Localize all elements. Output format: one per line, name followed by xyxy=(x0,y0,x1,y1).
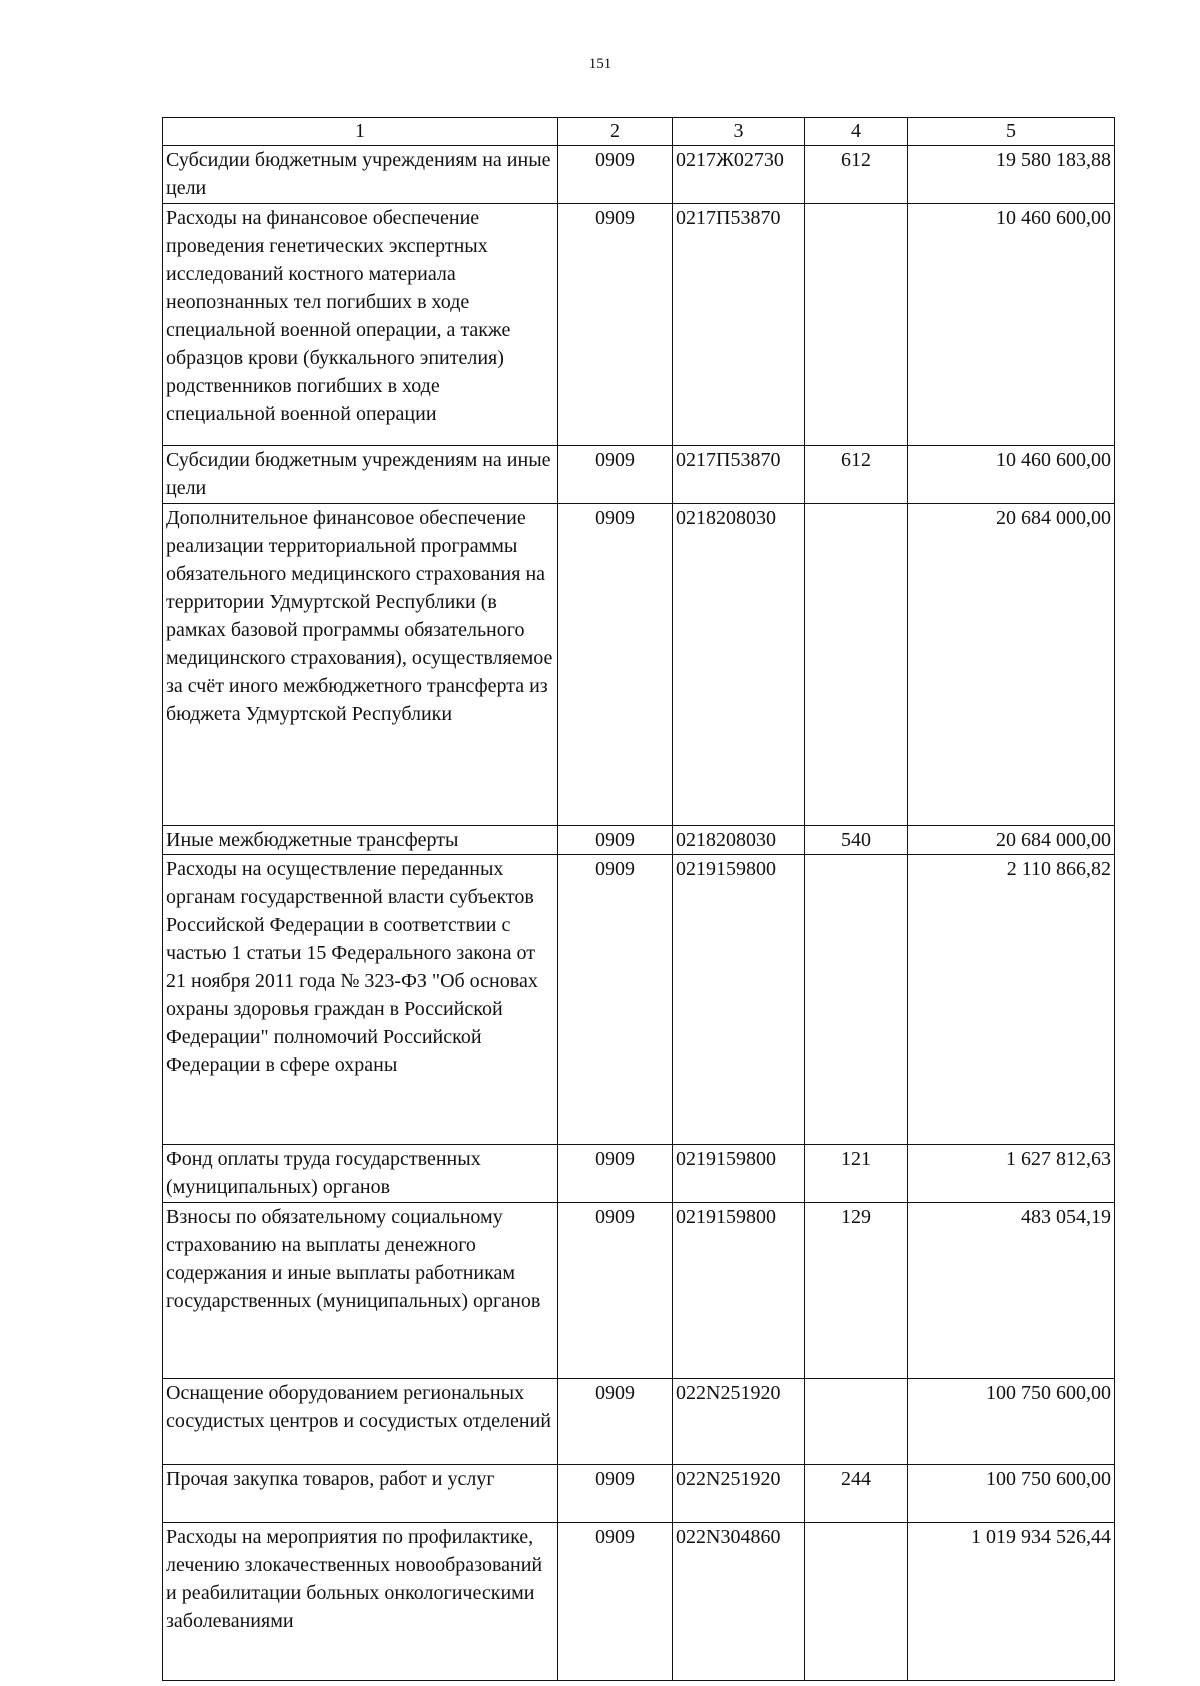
row-type: 244 xyxy=(805,1465,908,1523)
table-row xyxy=(163,146,1115,204)
row-amount: 10 460 600,00 xyxy=(908,204,1115,446)
table-row xyxy=(163,504,1115,826)
page-number: 151 xyxy=(588,56,612,72)
header-col-4: 4 xyxy=(805,118,908,146)
row-name: Прочая закупка товаров, работ и услуг xyxy=(163,1465,558,1523)
row-amount: 1 627 812,63 xyxy=(908,1145,1115,1203)
row-target: 0217П53870 xyxy=(673,204,805,446)
row-amount: 20 684 000,00 xyxy=(908,826,1115,855)
row-target: 0217Ж02730 xyxy=(673,146,805,204)
row-section: 0909 xyxy=(558,146,673,204)
row-target: 0218208030 xyxy=(673,504,805,826)
row-target: 0218208030 xyxy=(673,826,805,855)
row-target: 022N304860 xyxy=(673,1523,805,1681)
row-name: Субсидии бюджетным учреждениям на иные цели xyxy=(163,146,558,204)
row-amount: 100 750 600,00 xyxy=(908,1379,1115,1465)
row-type xyxy=(805,1379,908,1465)
row-target: 022N251920 xyxy=(673,1379,805,1465)
header-row xyxy=(163,118,1115,146)
row-target: 0219159800 xyxy=(673,1145,805,1203)
row-amount: 10 460 600,00 xyxy=(908,446,1115,504)
header-col-5: 5 xyxy=(908,118,1115,146)
table-row xyxy=(163,826,1115,855)
header-col-3: 3 xyxy=(673,118,805,146)
row-name: Расходы на осуществление переданных органам государственной власти субъектов Российской Федерации в соответствии с частью 1 статьи 15 Федерального закона от 21 ноября 2011 года № 323-ФЗ "Об основах охраны здоровья граждан в Российской Федерации" полномочий Российской Федерации в сфере охраны xyxy=(163,855,558,1145)
row-target: 0219159800 xyxy=(673,855,805,1145)
row-section: 0909 xyxy=(558,855,673,1145)
row-type: 540 xyxy=(805,826,908,855)
header-col-1: 1 xyxy=(163,118,558,146)
row-section: 0909 xyxy=(558,826,673,855)
row-name: Расходы на финансовое обеспечение проведения генетических экспертных исследований костного материала неопознанных тел погибших в ходе специальной военной операции, а также образцов крови (буккального эпителия) родственников погибших в ходе специальной военной операции xyxy=(163,204,558,446)
row-type xyxy=(805,504,908,826)
row-section: 0909 xyxy=(558,1203,673,1379)
table-row xyxy=(163,1145,1115,1203)
table-row xyxy=(163,1465,1115,1523)
table-row xyxy=(163,1379,1115,1465)
row-amount: 20 684 000,00 xyxy=(908,504,1115,826)
row-section: 0909 xyxy=(558,1523,673,1681)
row-type xyxy=(805,855,908,1145)
row-type: 612 xyxy=(805,146,908,204)
row-name: Взносы по обязательному социальному страхованию на выплаты денежного содержания и иные выплаты работникам государственных (муниципальных) органов xyxy=(163,1203,558,1379)
row-section: 0909 xyxy=(558,1465,673,1523)
row-name: Расходы на мероприятия по профилактике, лечению злокачественных новообразований и реабилитации больных онкологическими заболеваниями xyxy=(163,1523,558,1681)
row-section: 0909 xyxy=(558,1145,673,1203)
row-type xyxy=(805,1523,908,1681)
row-amount: 1 019 934 526,44 xyxy=(908,1523,1115,1681)
table-row xyxy=(163,855,1115,1145)
row-type: 612 xyxy=(805,446,908,504)
row-amount: 100 750 600,00 xyxy=(908,1465,1115,1523)
row-name: Субсидии бюджетным учреждениям на иные цели xyxy=(163,446,558,504)
row-name: Иные межбюджетные трансферты xyxy=(163,826,558,855)
row-type: 129 xyxy=(805,1203,908,1379)
row-name: Фонд оплаты труда государственных (муниципальных) органов xyxy=(163,1145,558,1203)
row-target: 022N251920 xyxy=(673,1465,805,1523)
row-type: 121 xyxy=(805,1145,908,1203)
table-row xyxy=(163,1203,1115,1379)
row-section: 0909 xyxy=(558,504,673,826)
row-amount: 19 580 183,88 xyxy=(908,146,1115,204)
row-target: 0217П53870 xyxy=(673,446,805,504)
budget-table xyxy=(162,117,1115,1681)
row-section: 0909 xyxy=(558,446,673,504)
row-section: 0909 xyxy=(558,1379,673,1465)
header-col-2: 2 xyxy=(558,118,673,146)
table-row xyxy=(163,1523,1115,1681)
row-section: 0909 xyxy=(558,204,673,446)
row-name: Оснащение оборудованием региональных сосудистых центров и сосудистых отделений xyxy=(163,1379,558,1465)
row-target: 0219159800 xyxy=(673,1203,805,1379)
row-name: Дополнительное финансовое обеспечение реализации территориальной программы обязательного медицинского страхования на территории Удмуртской Республики (в рамках базовой программы обязательного медицинского страхования), осуществляемое за счёт иного межбюджетного трансферта из бюджета Удмуртской Республики xyxy=(163,504,558,826)
table-row xyxy=(163,446,1115,504)
row-amount: 483 054,19 xyxy=(908,1203,1115,1379)
row-type xyxy=(805,204,908,446)
table-row xyxy=(163,204,1115,446)
row-amount: 2 110 866,82 xyxy=(908,855,1115,1145)
